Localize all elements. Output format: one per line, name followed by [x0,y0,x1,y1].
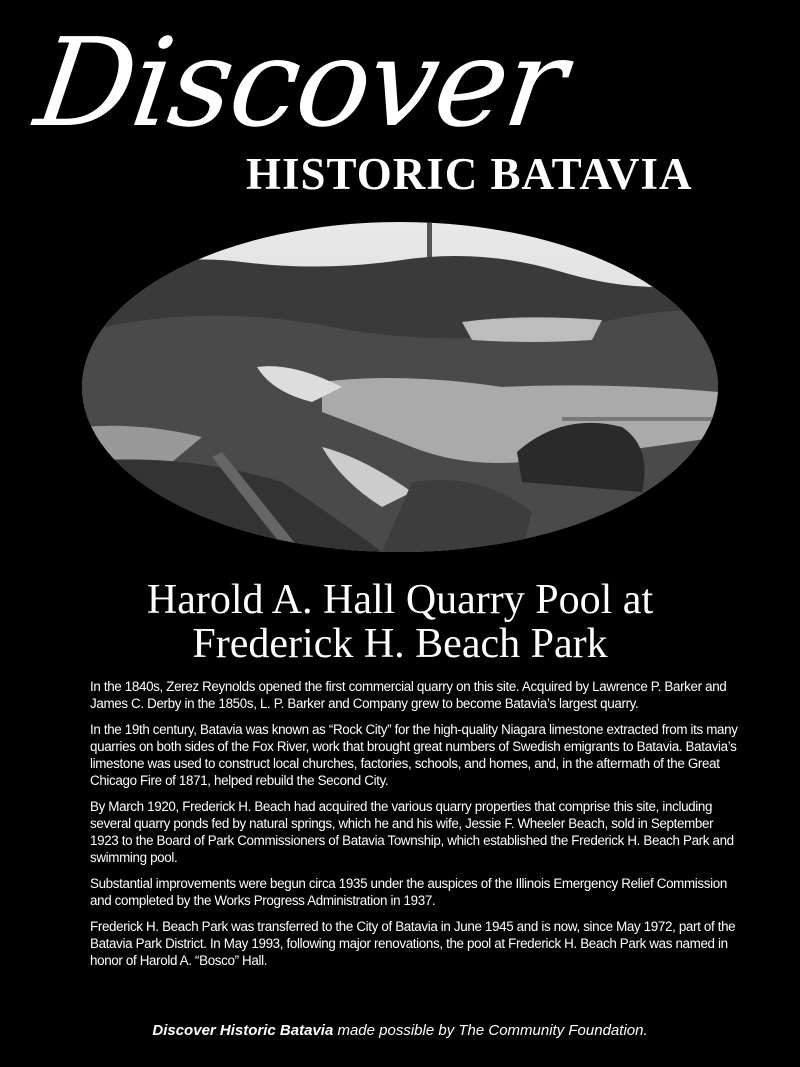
credit-rest: made possible by The Community Foundation. [333,1022,648,1039]
historic-quarry-photo [82,222,718,552]
paragraph: In the 19th century, Batavia was known as “Rock City” for the high-quality Niagara limestone extracted from its many quarries on both sides of the Fox River, work that brought great numbers of Swedish emigrants to Batavia. Batavia’s limestone was used to construct local churches, factories, schools, and homes, and, in the aftermath of the Great Chicago Fire of 1871, helped rebuild the Second City. [90,722,738,788]
paragraph: Substantial improvements were begun circa 1935 under the auspices of the Illinois Emergency Relief Commission and completed by the Works Progress Administration in 1937. [90,876,727,908]
paragraph: Frederick H. Beach Park was transferred to the City of Batavia in June 1945 and is now, since May 1972, part of the Batavia Park District. In May 1993, following major renovations, the pool at Frederick H. Beach Park was named in honor of Harold A. “Bosco” Hall. [90,919,736,968]
credit-bold: Discover Historic Batavia [152,1022,334,1039]
historic-batavia-subtitle: HISTORIC BATAVIA [246,149,693,199]
paragraph: By March 1920, Frederick H. Beach had acquired the various quarry properties that comprise this site, including several quarry ponds fed by natural springs, which he and his wife, Jessie F. Wheeler Beach, sold in September 1923 to the Board of Park Commissioners of Batavia Township, which established the Frederick H. Beach Park and swimming pool. [90,799,734,865]
heading-line-1: Harold A. Hall Quarry Pool at [146,577,654,623]
history-text [90,678,742,978]
credit-line [0,1022,800,1039]
paragraph: In the 1840s, Zerez Reynolds opened the first commercial quarry on this site. Acquired by Lawrence P. Barker and James C. Derby in the 1850s, L. P. Barker and Company grew to become Batavia’s largest quarry. [90,679,727,711]
page-heading [0,578,800,666]
heading-line-2: Frederick H. Beach Park [192,621,608,667]
discover-script-title: Discover [28,12,573,154]
